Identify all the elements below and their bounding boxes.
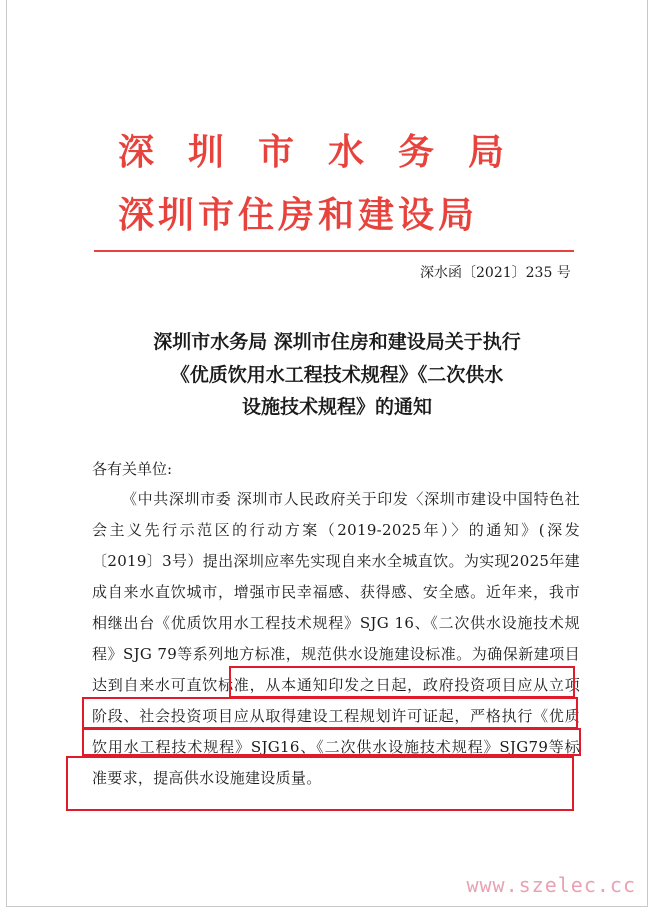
- site-watermark: www.szelec.cc: [466, 873, 636, 897]
- body-paragraph: 《中共深圳市委 深圳市人民政府关于印发〈深圳市建设中国特色社会主义先行示范区的行动方案（2019-2025年）〉的通知》(深发〔2019〕3号）提出深圳应率先实现自来水全城直饮。为实现2025年建成自来水直饮城市，增强市民幸福感、获得感、安全感。近年来，我市相继出台《优质饮用水工程技术规程》SJG 16、《二次供水设施技术规程》SJG 79等系列地方标准，规范供水设施建设标准。为确保新建项目达到自来水可直饮标准，从本通知印发之日起，政府投资项目应从立项阶段、社会投资项目应从取得建设工程规划许可证起，严格执行《优质饮用水工程技术规程》SJG16、《二次供水设施技术规程》SJG79等标准要求，提高供水设施建设质量。: [92, 490, 580, 787]
- document-title-line-2: 《优质饮用水工程技术规程》《二次供水: [170, 364, 504, 386]
- issuer-name-housing-bureau: 深圳市住房和建设局: [118, 194, 479, 236]
- highlight-box: [229, 666, 575, 698]
- document-title-line-3: 设施技术规程》的通知: [241, 396, 432, 418]
- salutation: 各有关单位:: [92, 460, 173, 478]
- highlight-box: [82, 728, 581, 756]
- document-number: 深水函〔2021〕235 号: [420, 265, 571, 281]
- red-separator-rule: [94, 250, 574, 252]
- issuer-name-water-bureau: 深圳市水务局: [118, 131, 539, 173]
- highlight-box: [82, 697, 578, 729]
- highlight-box: [66, 756, 574, 811]
- document-title-line-1: 深圳市水务局 深圳市住房和建设局关于执行: [153, 331, 521, 353]
